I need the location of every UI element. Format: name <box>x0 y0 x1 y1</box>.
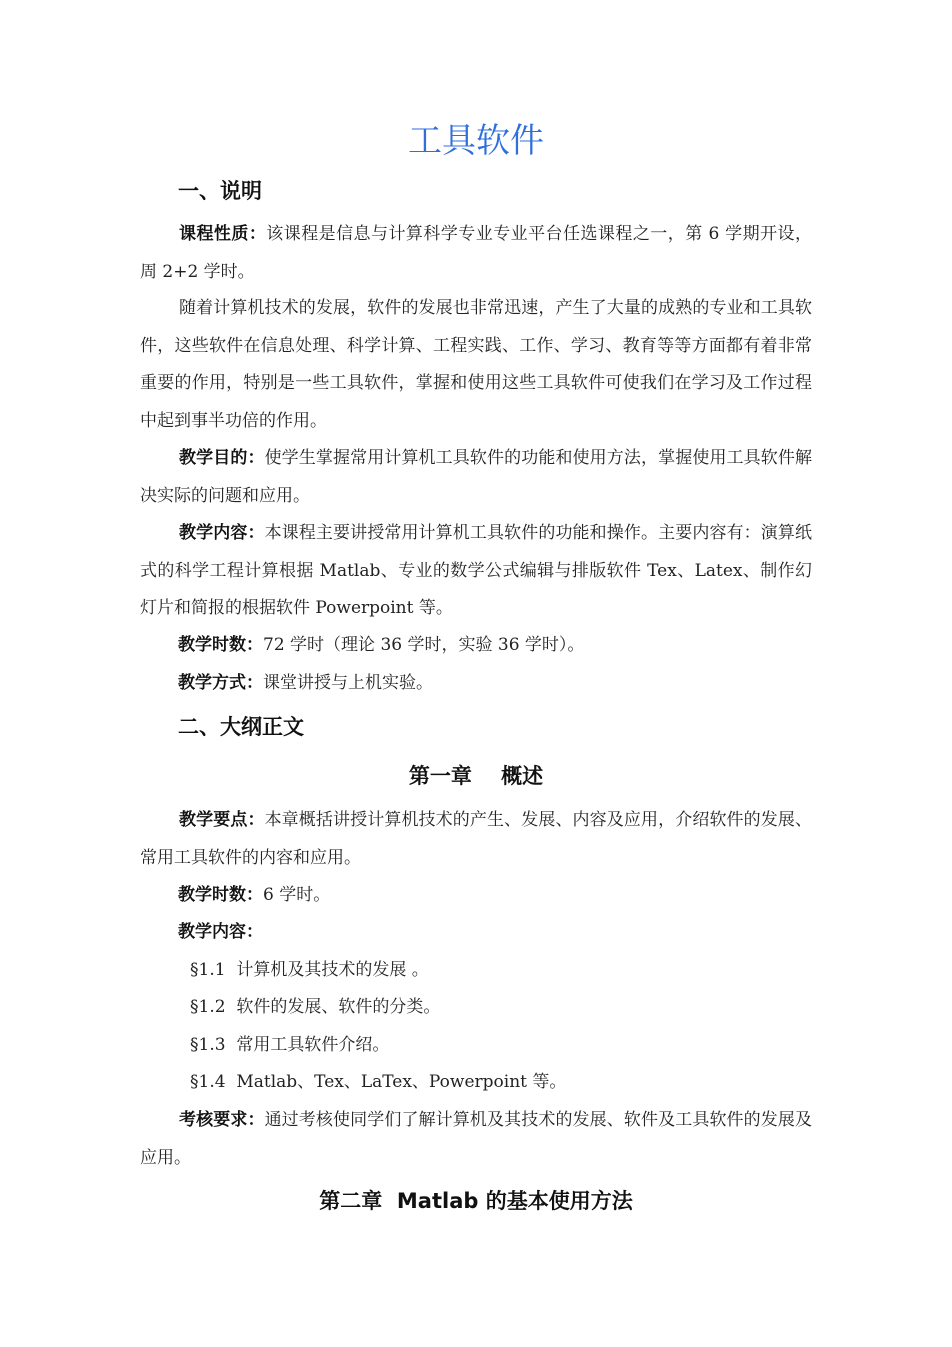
teaching-goal-paragraph <box>140 440 812 515</box>
list-item: §1.3 常用工具软件介绍。 <box>190 1035 390 1055</box>
course-nature-text: 该课程是信息与计算科学专业专业平台任选课程之一，第 6 学期开设，周 2+2 学时。 <box>140 224 813 282</box>
chapter1-points-label: 教学要点： <box>179 810 265 830</box>
list-item: §1.2 软件的发展、软件的分类。 <box>190 997 441 1017</box>
course-nature-paragraph <box>140 216 812 291</box>
list-item: §1.4 Matlab、Tex、LaTex、Powerpoint 等。 <box>190 1072 567 1092</box>
teaching-method-text: 课堂讲授与上机实验。 <box>263 673 433 693</box>
teaching-hours-label: 教学时数： <box>178 635 263 655</box>
teaching-content-text: 本课程主要讲授常用计算机工具软件的功能和操作。主要内容有：演算纸式的科学工程计算根据 Matlab、专业的数学公式编辑与排版软件 Tex、Latex、制作幻灯片和简报的根据软件 Powerpoint 等。 <box>140 523 813 618</box>
chapter1-points-text: 本章概括讲授计算机技术的产生、发展、内容及应用，介绍软件的发展、常用工具软件的内容和应用。 <box>140 810 813 868</box>
chapter1-assessment-text: 通过考核使同学们了解计算机及其技术的发展、软件及工具软件的发展及应用。 <box>140 1110 813 1168</box>
teaching-hours-text: 72 学时（理论 36 学时，实验 36 学时）。 <box>263 635 585 655</box>
teaching-goal-text: 使学生掌握常用计算机工具软件的功能和使用方法，掌握使用工具软件解决实际的问题和应用。 <box>140 448 813 506</box>
section-heading-explanation: 一、说明 <box>178 179 262 203</box>
teaching-content-label: 教学内容： <box>179 523 265 543</box>
course-nature-label: 课程性质： <box>179 224 267 244</box>
chapter1-content-line <box>178 917 263 947</box>
document-title: 工具软件 <box>408 121 544 161</box>
intro-paragraph: 随着计算机技术的发展，软件的发展也非常迅速，产生了大量的成熟的专业和工具软件，这些软件在信息处理、科学计算、工程实践、工作、学习、教育等等方面都有着非常重要的作用，特别是一些工具软件，掌握和使用这些工具软件可使我们在学习及工作过程中起到事半功倍的作用。 <box>140 298 812 431</box>
chapter1-content-label: 教学内容： <box>178 922 263 942</box>
list-item: §1.1 计算机及其技术的发展 。 <box>190 960 429 980</box>
chapter1-points-paragraph <box>140 802 812 877</box>
chapter2-title: 第二章 Matlab 的基本使用方法 <box>319 1189 633 1213</box>
teaching-goal-label: 教学目的： <box>179 448 265 468</box>
teaching-content-paragraph <box>140 515 812 628</box>
chapter1-hours-text: 6 学时。 <box>263 885 331 905</box>
teaching-method-label: 教学方式： <box>178 673 263 693</box>
section-heading-syllabus: 二、大纲正文 <box>178 715 304 739</box>
chapter1-hours-line <box>178 880 330 910</box>
chapter1-title: 第一章 概述 <box>408 764 544 788</box>
chapter1-assessment-label: 考核要求： <box>179 1110 265 1130</box>
chapter1-assessment-paragraph <box>140 1102 812 1177</box>
chapter1-hours-label: 教学时数： <box>178 885 263 905</box>
teaching-method-line <box>178 668 433 698</box>
teaching-hours-line <box>178 630 584 660</box>
